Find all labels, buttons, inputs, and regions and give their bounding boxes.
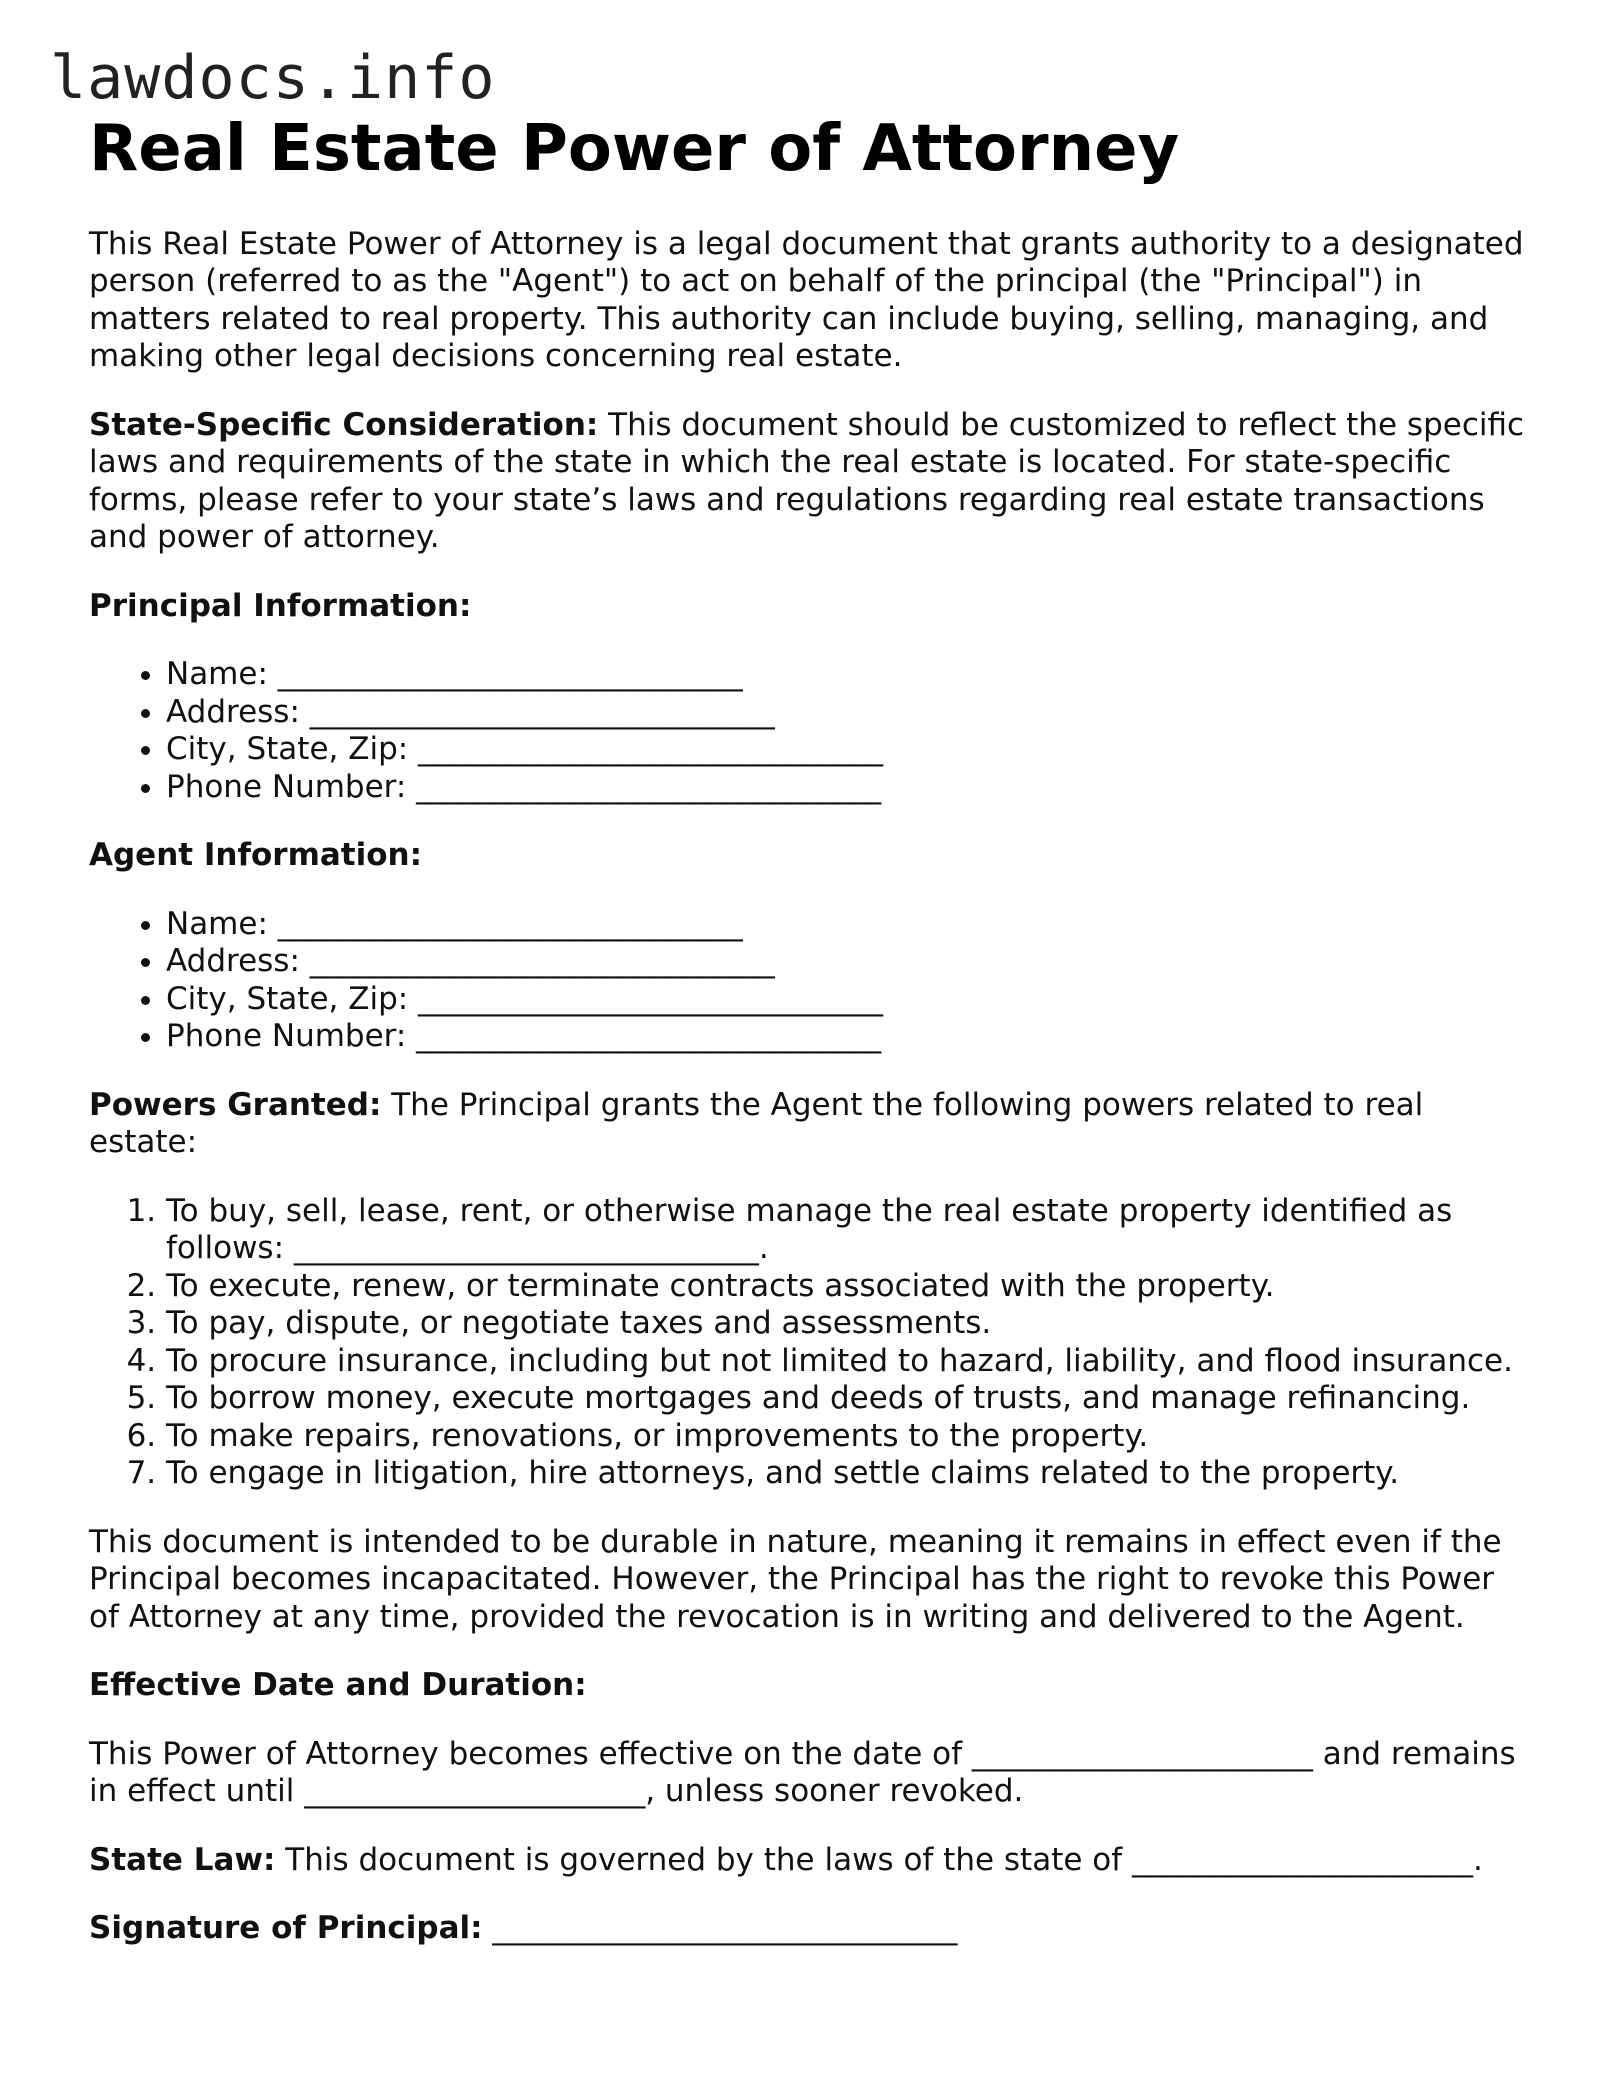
power-item: 3. To pay, dispute, or negotiate taxes and assessments. xyxy=(166,1305,1529,1343)
powers-granted-text: The Principal grants the Agent the following powers related to real estate: xyxy=(89,1086,1424,1161)
power-item: 1. To buy, sell, lease, rent, or otherwise manage the real estate property identified as follows: ______________________________. xyxy=(166,1193,1529,1268)
effective-date-heading: Effective Date and Duration: xyxy=(89,1667,587,1704)
powers-granted-paragraph xyxy=(89,1087,1529,1162)
document-body xyxy=(89,112,1529,1979)
agent-city-state-zip-field: • City, State, Zip: ______________________________ xyxy=(166,981,1529,1019)
signature-label: Signature of Principal: xyxy=(89,1910,483,1947)
signature-blank: ______________________________ xyxy=(482,1910,958,1947)
watermark: lawdocs.info xyxy=(50,43,496,113)
state-law-paragraph xyxy=(89,1842,1529,1880)
intro-paragraph: This Real Estate Power of Attorney is a legal document that grants authority to a designated person (referred to as the "Agent") to act on behalf of the principal (the "Principal") in matters related to real property. This authority can include buying, selling, managing, and making other legal decisions concerning real estate. xyxy=(89,225,1524,375)
agent-info-heading: Agent Information: xyxy=(89,837,422,874)
powers-list xyxy=(89,1193,1529,1493)
state-law-text: This document is governed by the laws of the state of ______________________. xyxy=(275,1841,1483,1878)
power-item: 5. To borrow money, execute mortgages and deeds of trusts, and manage refinancing. xyxy=(166,1380,1529,1418)
principal-info-list xyxy=(89,656,1529,806)
principal-city-state-zip-field: • City, State, Zip: ______________________________ xyxy=(166,731,1529,769)
power-item: 4. To procure insurance, including but not limited to hazard, liability, and flood insurance. xyxy=(166,1343,1529,1381)
principal-address-field: • Address: ______________________________ xyxy=(166,694,1529,732)
state-law-label: State Law: xyxy=(89,1841,276,1878)
power-item: 2. To execute, renew, or terminate contracts associated with the property. xyxy=(166,1268,1529,1306)
agent-info-list xyxy=(89,906,1529,1056)
agent-name-field: • Name: ______________________________ xyxy=(166,906,1529,944)
effective-date-paragraph: This Power of Attorney becomes effective on the date of ______________________ and remains in effect until ______________________, unless sooner revoked. xyxy=(89,1735,1516,1810)
signature-line xyxy=(89,1910,1529,1948)
principal-info-heading: Principal Information: xyxy=(89,587,472,624)
principal-phone-field: • Phone Number: ______________________________ xyxy=(166,769,1529,807)
durability-paragraph: This document is intended to be durable in nature, meaning it remains in effect even if the Principal becomes incapacitated. However, the Principal has the right to revoke this Power of Attorney at any time, provided the revocation is in writing and delivered to the Agent. xyxy=(89,1523,1502,1635)
state-consideration-paragraph xyxy=(89,407,1529,557)
powers-granted-label: Powers Granted: xyxy=(89,1086,382,1123)
state-consideration-text: This document should be customized to reflect the specific laws and requirements of the state in which the real estate is located. For state-specific forms, please refer to your state’s laws and regulations regarding real estate transactions and power of attorney. xyxy=(89,406,1525,556)
agent-address-field: • Address: ______________________________ xyxy=(166,943,1529,981)
principal-name-field: • Name: ______________________________ xyxy=(166,656,1529,694)
document-title: Real Estate Power of Attorney xyxy=(89,112,1180,186)
agent-phone-field: • Phone Number: ______________________________ xyxy=(166,1018,1529,1056)
power-item: 7. To engage in litigation, hire attorneys, and settle claims related to the property. xyxy=(166,1455,1529,1493)
state-consideration-label: State-Specific Consideration: xyxy=(89,406,599,443)
power-item: 6. To make repairs, renovations, or improvements to the property. xyxy=(166,1418,1529,1456)
